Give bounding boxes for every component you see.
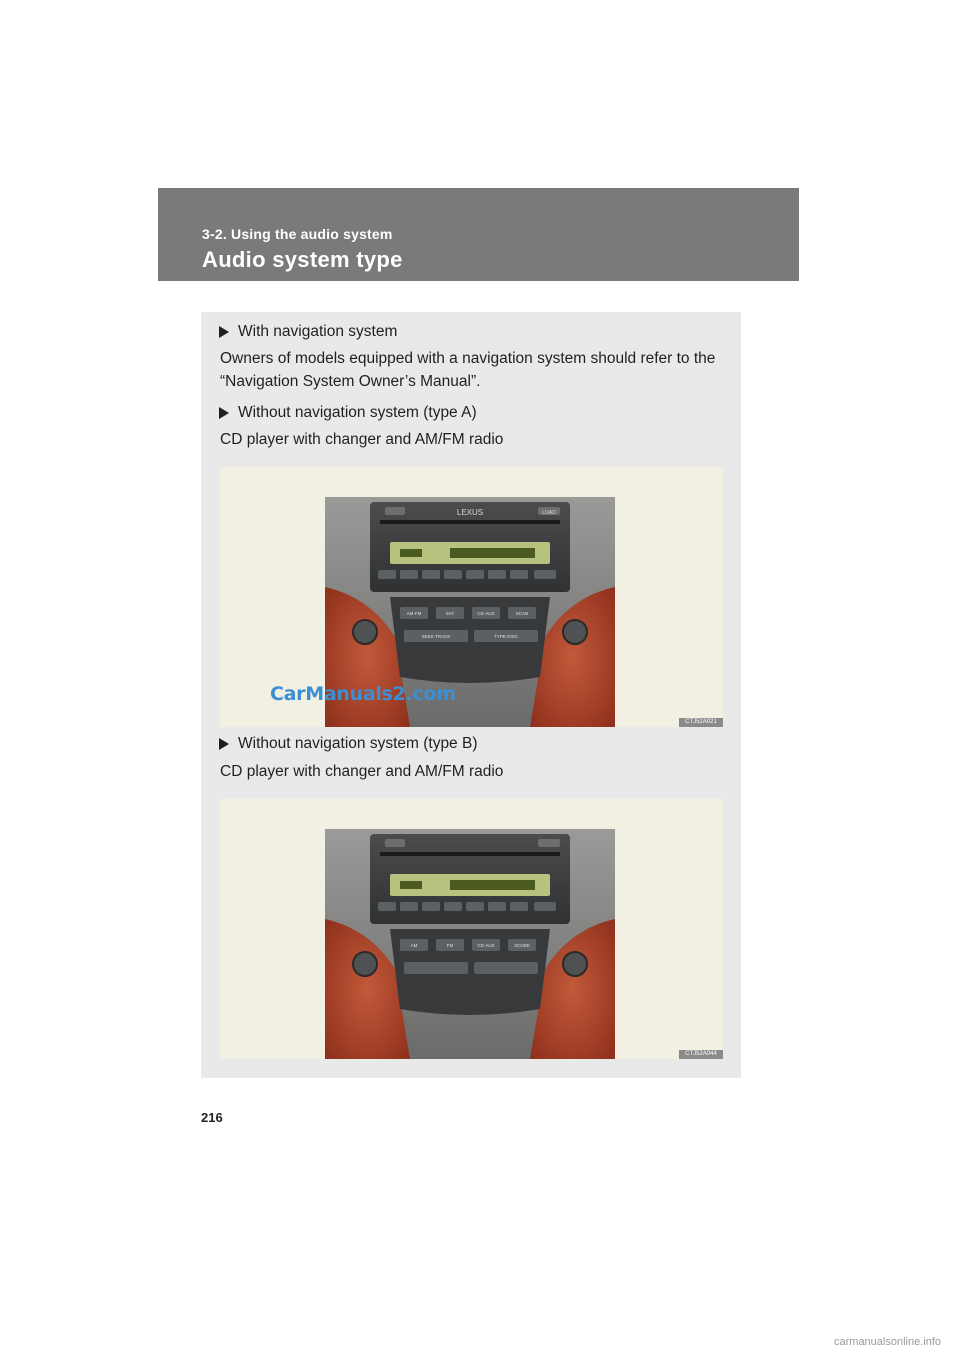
image-code-a: CTJ52A021: [679, 718, 723, 727]
image-code-b: CTJ52A044: [679, 1050, 723, 1059]
bullet-nav-label: With navigation system: [238, 323, 398, 340]
nav-description: Owners of models equipped with a navigation system should refer to the “Navigation System Owner’s Manual”.: [220, 350, 716, 390]
triangle-bullet-icon: [219, 326, 229, 338]
radio-illustration-type-b: [220, 799, 723, 1059]
type-label: TYPE·DISC: [493, 634, 519, 639]
footer-watermark: carmanualsonline.info: [834, 1336, 942, 1348]
radio-photo-type-a: [220, 467, 723, 727]
page-number: 216: [201, 1110, 223, 1125]
bullet-type-a-label: Without navigation system (type A): [238, 404, 477, 421]
load-label: LOAD: [542, 510, 556, 516]
triangle-bullet-icon: [219, 407, 229, 419]
type-b-button-3: XCHDE: [514, 943, 530, 948]
type-a-description: CD player with changer and AM/FM radio: [220, 431, 504, 448]
bullet-type-a: [219, 404, 477, 422]
type-a-button-3: SCAN: [515, 611, 529, 616]
radio-photo-type-b: [220, 799, 723, 1059]
triangle-bullet-icon: [219, 738, 229, 750]
type-a-button-2: CD·AUX: [477, 611, 495, 616]
type-a-button-1: SAT: [445, 611, 455, 616]
section-label: 3-2. Using the audio system: [202, 226, 393, 242]
type-b-button-0: AM: [410, 943, 418, 948]
brand-text: LEXUS: [456, 508, 484, 517]
type-b-description: CD player with changer and AM/FM radio: [220, 763, 504, 780]
bullet-type-b-label: Without navigation system (type B): [238, 735, 478, 752]
bullet-nav: [219, 323, 397, 341]
type-b-button-2: CD·AUX: [477, 943, 495, 948]
carmanuals-watermark: CarManuals2.com: [270, 683, 456, 705]
type-b-button-1: FM: [446, 943, 454, 948]
header-bar: [158, 188, 799, 281]
bullet-type-b: [219, 735, 478, 753]
seek-label: SEEK·TRACK: [421, 634, 451, 639]
type-a-button-0: AM·FM: [406, 611, 422, 616]
page-title: Audio system type: [202, 247, 403, 272]
content-panel: [201, 312, 741, 1078]
